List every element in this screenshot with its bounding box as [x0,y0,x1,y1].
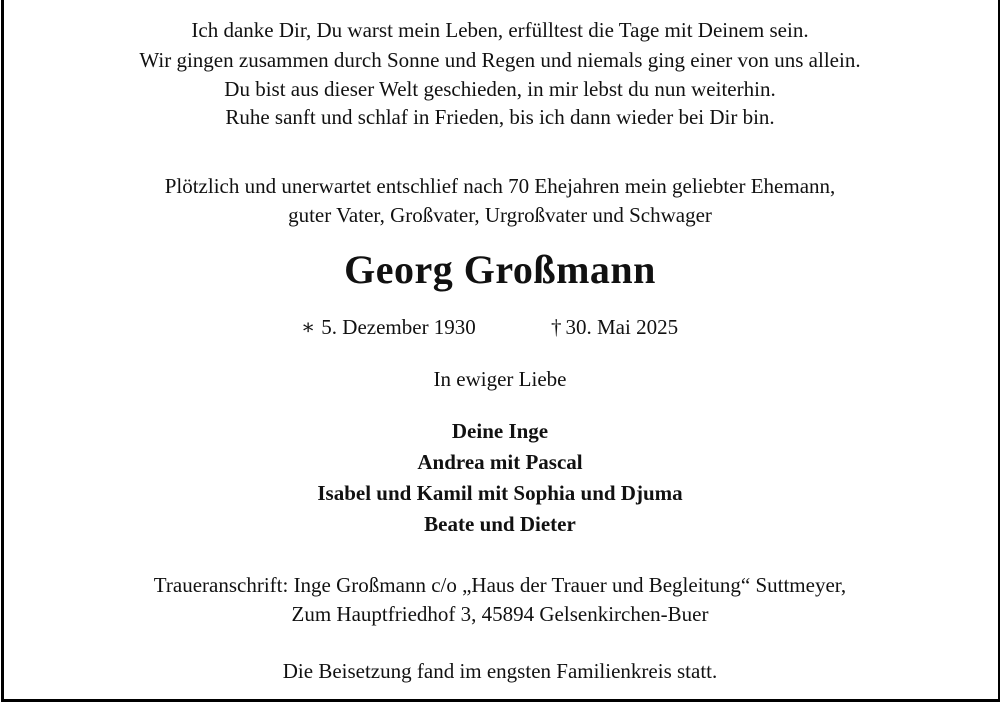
mourner-line-2: Andrea mit Pascal [417,450,583,474]
mourner-line-1: Deine Inge [451,419,549,443]
deceased-name: Georg Großmann [344,247,656,292]
poem-line-4: Ruhe sanft und schlaf in Frieden, bis ich dann wieder bei Dir bin. [225,105,775,129]
mourner-line-3: Isabel und Kamil mit Sophia und Djuma [317,481,683,505]
birth-date [301,312,476,342]
poem-line-1: Ich danke Dir, Du warst mein Leben, erfülltest die Tage mit Deinem sein. [191,18,809,42]
birth-date-text: 5. Dezember 1930 [321,315,476,339]
birth-star-icon: ∗ [301,315,316,339]
poem-line-3: Du bist aus dieser Welt geschieden, in mir lebst du nun weiterhin. [224,77,776,101]
death-date [551,312,678,342]
life-dates [0,312,1000,342]
funeral-notice: Die Beisetzung fand im engsten Familienkreis statt. [282,659,718,683]
mourner-line-4: Beate und Dieter [424,512,576,536]
intro-line-2: guter Vater, Großvater, Urgroßvater und Schwager [288,203,712,227]
address-line-1: Traueranschrift: Inge Großmann c/o „Haus der Trauer und Begleitung“ Suttmeyer, [153,573,847,597]
poem-line-2: Wir gingen zusammen durch Sonne und Regen und niemals ging einer von uns allein. [139,48,861,72]
closing-phrase: In ewiger Liebe [433,367,567,391]
address-line-2: Zum Hauptfriedhof 3, 45894 Gelsenkirchen-Buer [291,602,709,626]
death-date-text: 30. Mai 2025 [565,315,679,339]
intro-line-1: Plötzlich und unerwartet entschlief nach 70 Ehejahren mein geliebter Ehemann, [164,174,836,198]
death-cross-icon: † [551,315,562,339]
